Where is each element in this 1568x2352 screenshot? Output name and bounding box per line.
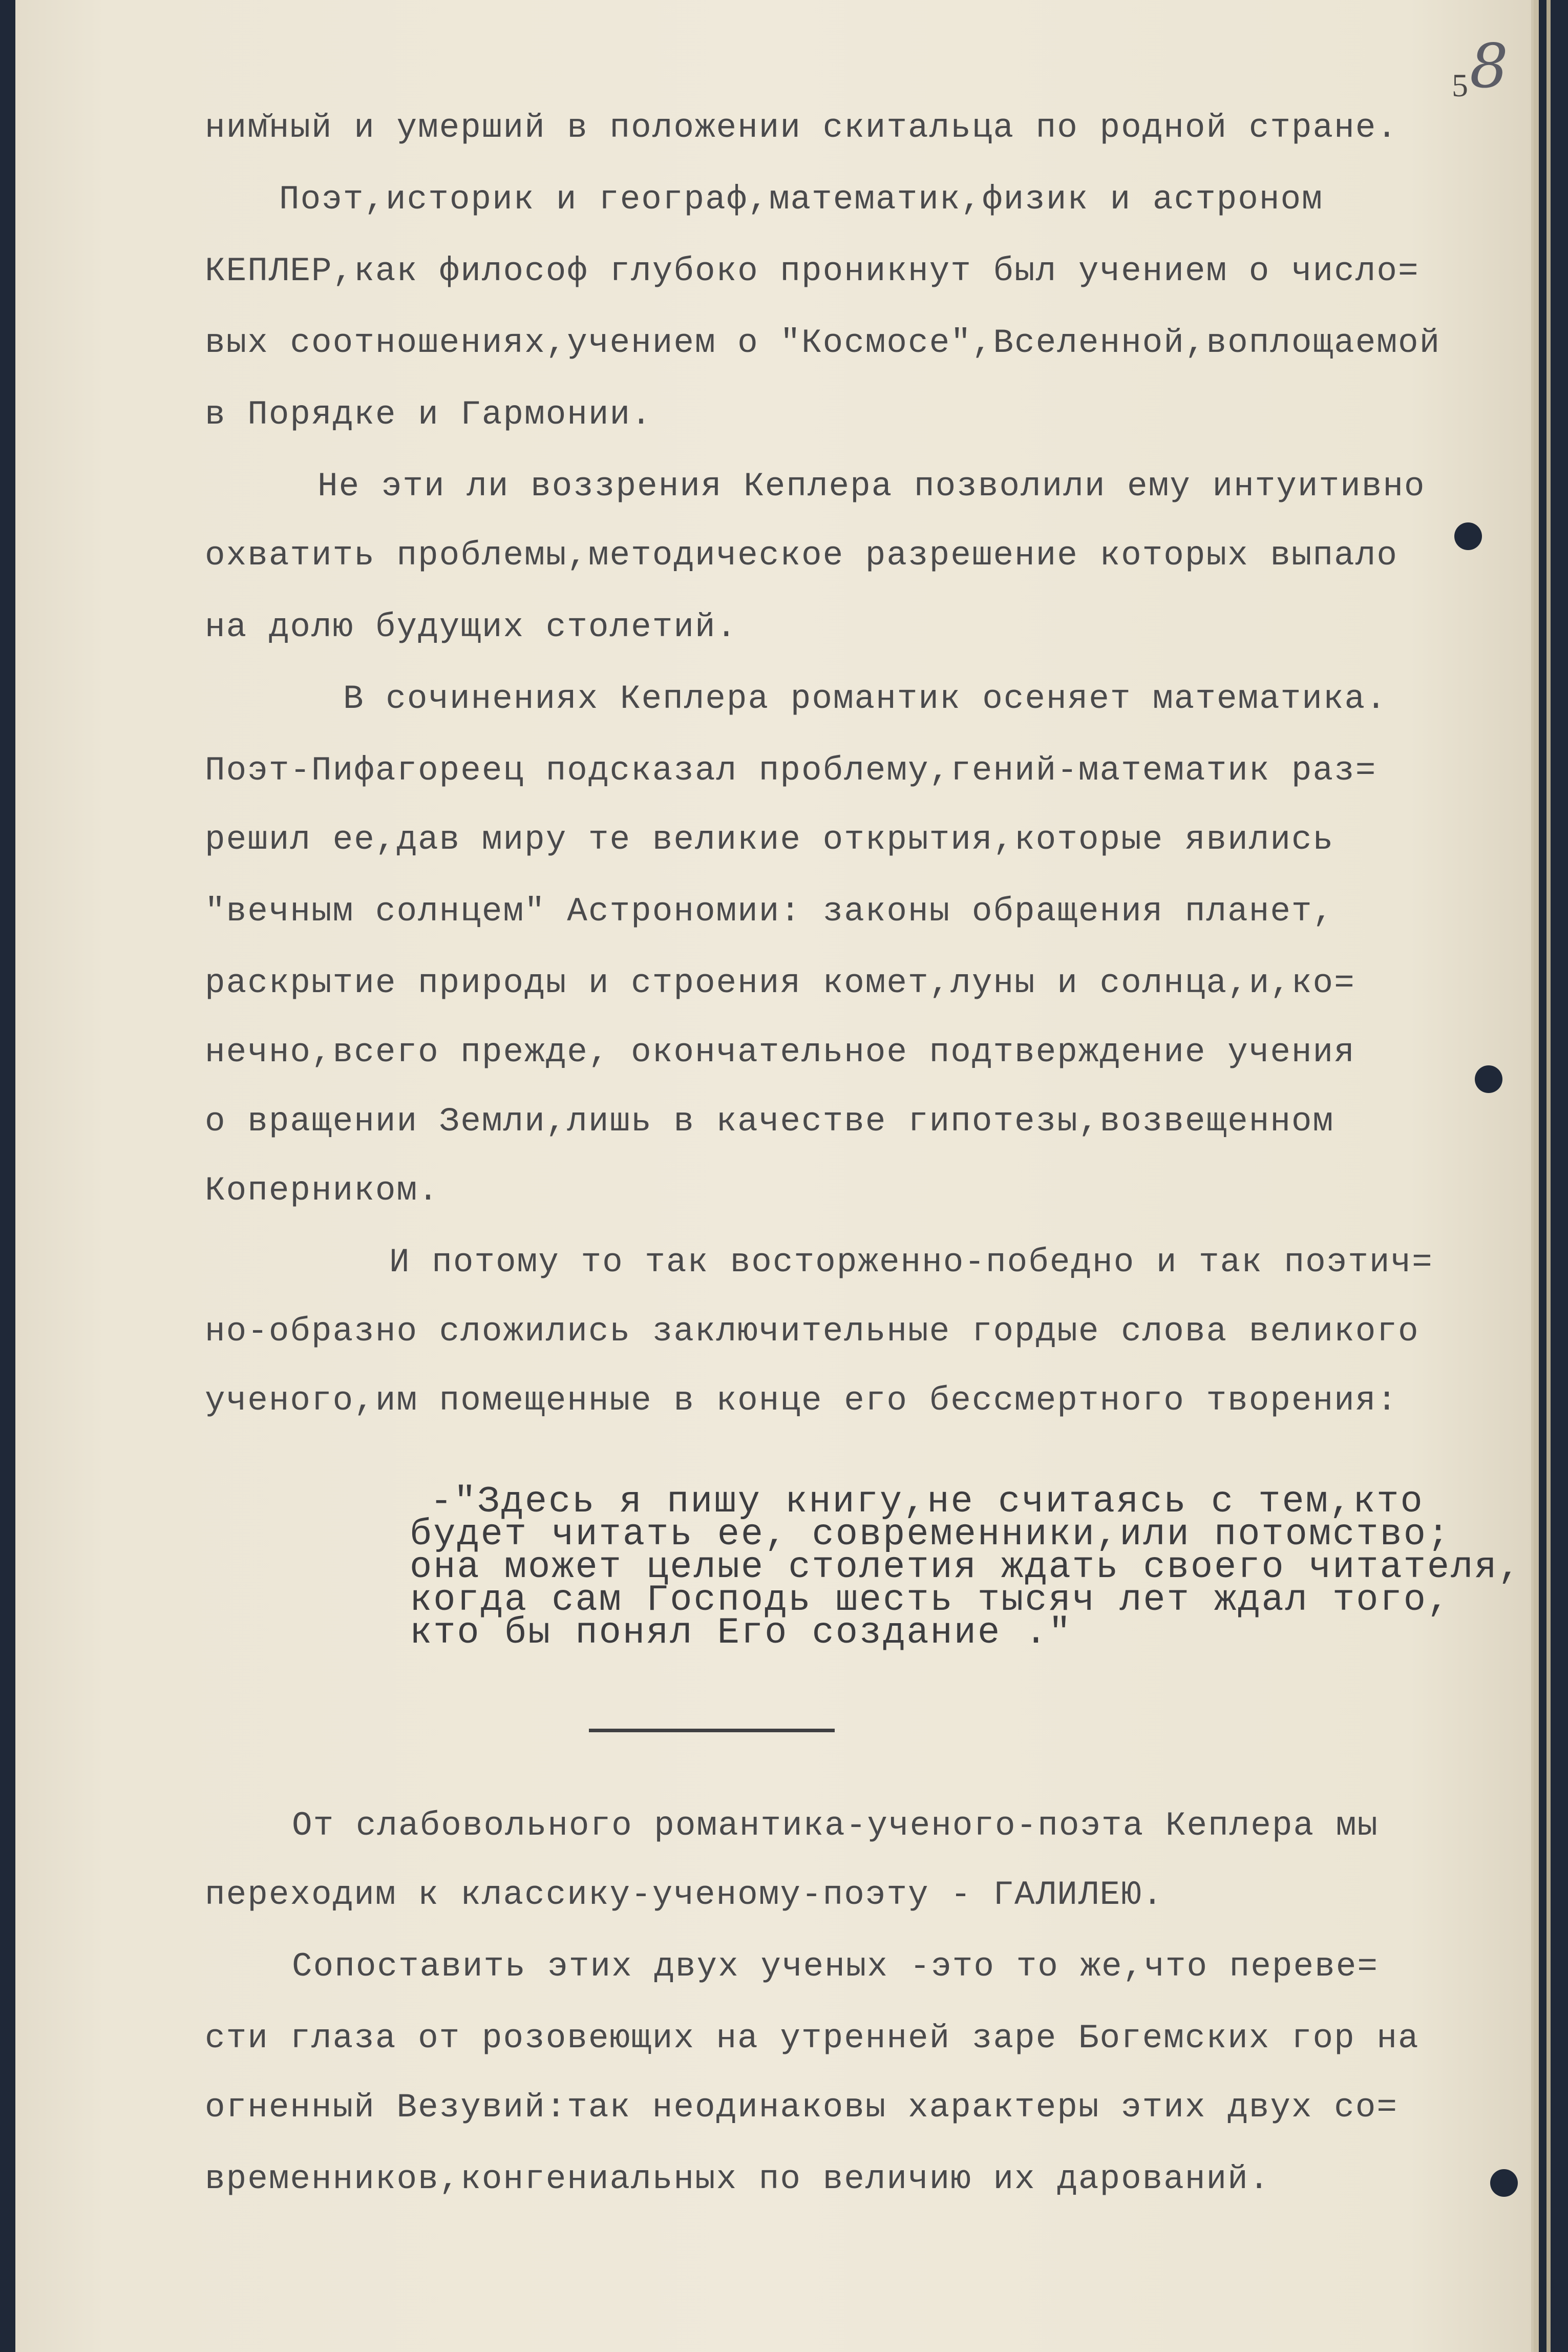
text-line: охватить проблемы,методическое разрешение которых выпало <box>205 536 1398 575</box>
page-edge <box>1546 0 1551 2352</box>
text-line: сти глаза от розовеющих на утренней заре Богемских гор на <box>205 2019 1419 2057</box>
quote-line: она может целые столетия ждать своего читателя, <box>410 1546 1522 1588</box>
text-line: Поэт,историк и географ,математик,физик и астроном <box>279 180 1323 219</box>
text-line: Не эти ли воззрения Кеплера позволили ему интуитивно <box>317 467 1426 506</box>
text-line: В сочинениях Кеплера романтик осеняет математика. <box>343 680 1387 718</box>
text-line: И потому то так восторженно-победно и так поэтич= <box>389 1243 1433 1282</box>
text-line: ним̆ный и умерший в положении скитальца по родной стране. <box>205 109 1398 147</box>
binding-hole <box>1475 1065 1502 1093</box>
text-line: временников,конгениальных по величию их дарований. <box>205 2160 1270 2198</box>
quote-line: -"Здесь я пишу книгу,не считаясь с тем,кто <box>430 1481 1424 1523</box>
text-line: решил ее,дав миру те великие открытия,которые явились <box>205 821 1334 859</box>
text-line: Поэт-Пифагореец подсказал проблему,гений-математик раз= <box>205 751 1377 790</box>
text-line: Сопоставить этих двух ученых -это то же,что переве= <box>292 1947 1379 1986</box>
text-line: вых соотношениях,учением о "Космосе",Вселенной,воплощаемой <box>205 324 1441 362</box>
quote-line: кто бы понял Его создание ." <box>410 1612 1072 1654</box>
text-line: в Порядке и Гармонии. <box>205 395 652 434</box>
quote-line: будет читать ее, современники,или потомство; <box>410 1514 1451 1556</box>
text-line: переходим к классику-ученому-поэту - ГАЛИЛЕЮ. <box>205 1876 1164 1914</box>
text-line: КЕПЛЕР,как философ глубоко проникнут был учением о число= <box>205 252 1419 290</box>
binding-hole <box>1490 2169 1518 2197</box>
handwritten-folio-number: 8 <box>1470 31 1509 101</box>
text-line: раскрытие природы и строения комет,луны и солнца,и,ко= <box>205 964 1355 1002</box>
page-number: 5 <box>1452 67 1468 103</box>
text-line: От слабовольного романтика-ученого-поэта Кеплера мы <box>292 1807 1379 1845</box>
text-line: Коперником. <box>205 1171 439 1210</box>
text-line: на долю будущих столетий. <box>205 608 738 646</box>
page-edge <box>1534 0 1539 2352</box>
text-line: "вечным солнцем" Астрономии: законы обращения планет, <box>205 892 1334 931</box>
text-line: о вращении Земли,лишь в качестве гипотезы,возвещенном <box>205 1102 1334 1141</box>
text-line: нечно,всего прежде, окончательное подтверждение учения <box>205 1033 1355 1072</box>
quote-line: когда сам Господь шесть тысяч лет ждал того, <box>410 1579 1451 1621</box>
text-line: ученого,им помещенные в конце его бессмертного творения: <box>205 1381 1398 1420</box>
text-line: но-образно сложились заключительные гордые слова великого <box>205 1312 1419 1351</box>
section-divider <box>589 1729 835 1732</box>
binding-hole <box>1454 522 1482 550</box>
text-line: огненный Везувий:так неодинаковы характеры этих двух со= <box>205 2088 1398 2127</box>
